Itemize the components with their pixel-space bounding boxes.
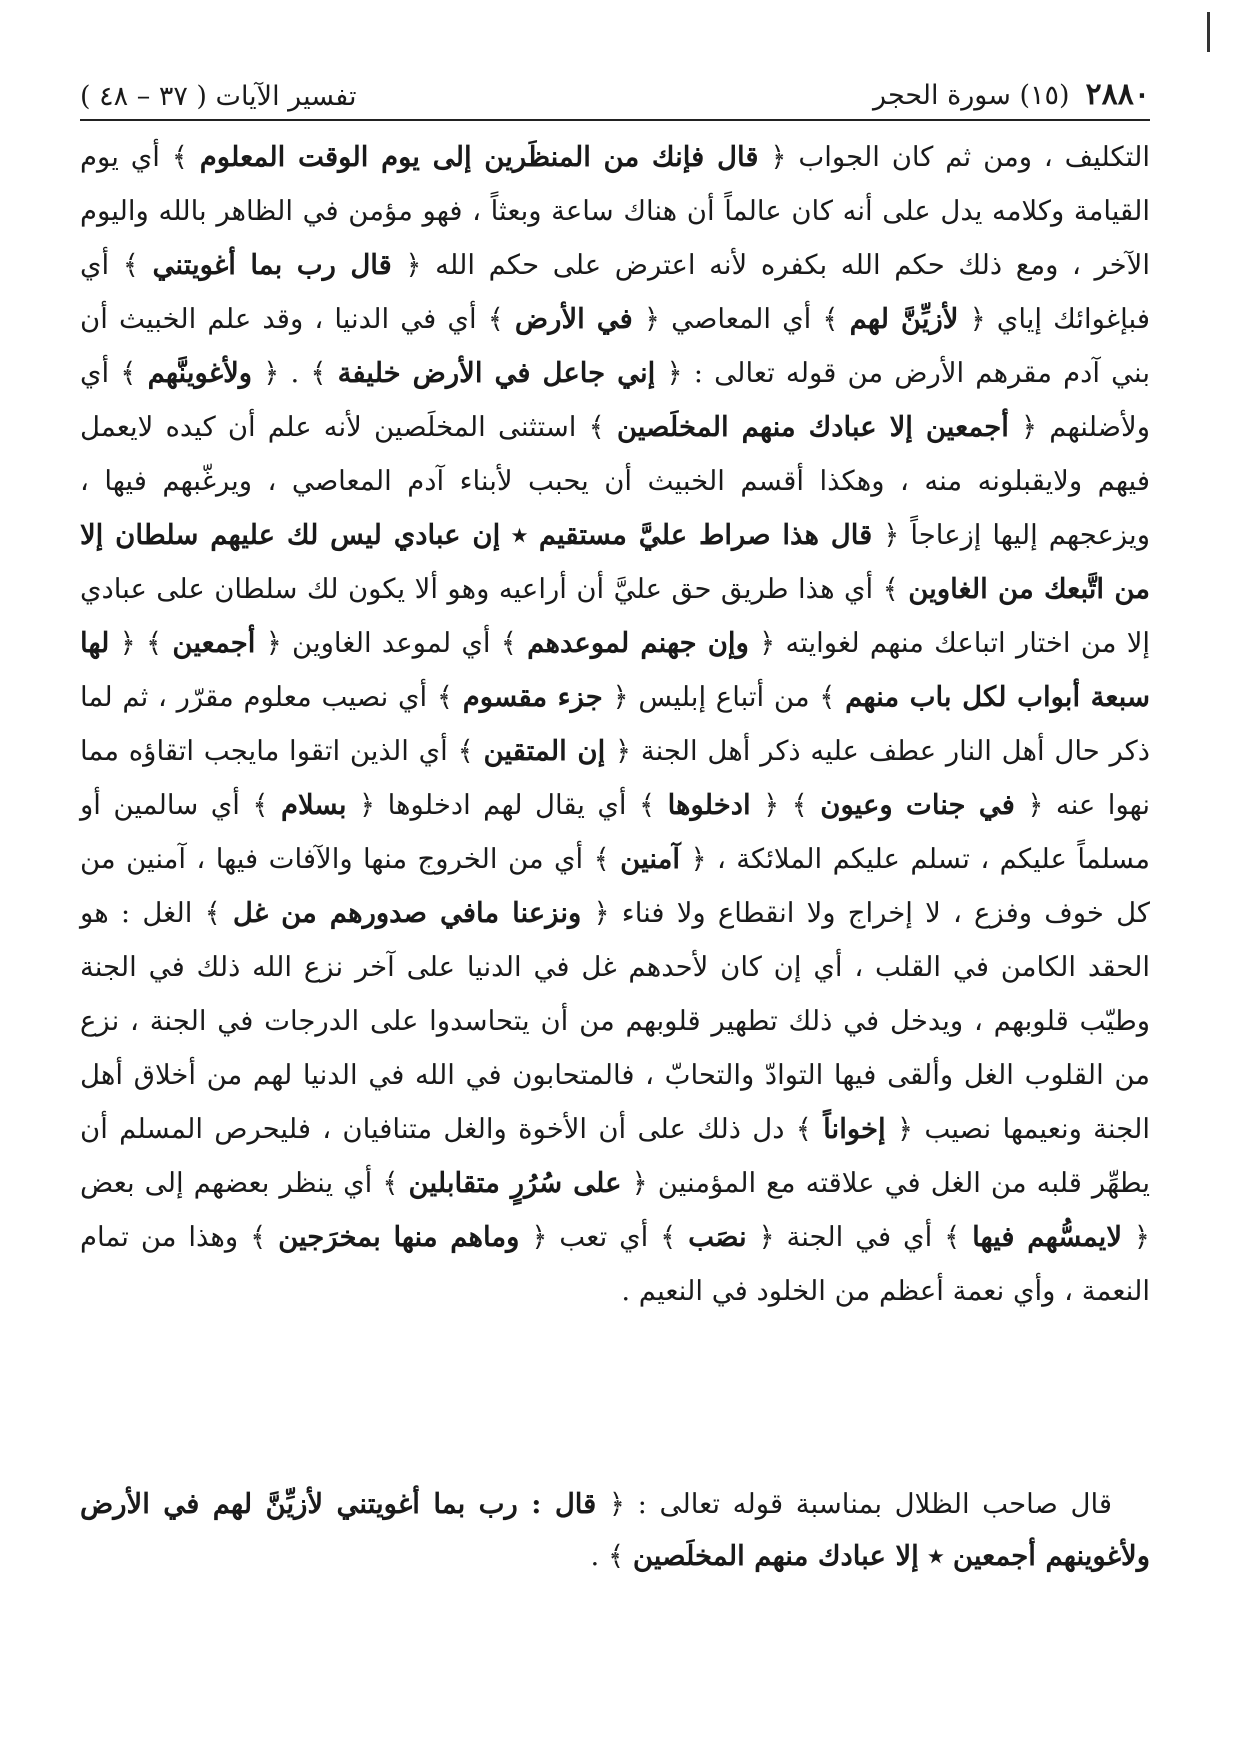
text-run: ﴾ أي يقال لهم ادخلوها ﴿ [346, 789, 668, 821]
text-run: ﴾ من أتباع إبليس ﴿ [602, 681, 846, 713]
text-run: ﴾ أي في الجنة ﴿ [746, 1221, 973, 1253]
text-run: ﴾ أي من الخروج منها والآفات فيها ، آمنين من كل خوف وفزع ، لا إخراج ولا انقطاع ولا فناء ﴿ [80, 843, 1151, 929]
text-run: ﴾ أي ولأضلنهم ﴿ [80, 357, 1150, 443]
verse-text: قال هذا صراط عليَّ مستقيم ٭ إن عبادي ليس لك عليهم سلطان إلا من اتَّبعك من الغاوين [80, 519, 1150, 605]
zilal-quote [80, 1478, 1150, 1582]
text-run: ﴾ أي المعاصي ﴿ [632, 303, 850, 335]
verse-text: في جنات وعيون [820, 789, 1015, 821]
body-paragraph [80, 130, 1150, 1318]
header-right [873, 77, 1150, 112]
verse-text: ولأغوينَّهم [147, 357, 253, 389]
text-run: ﴾ استثنى المخلَصين لأنه علم أن كيده لايعمل فيهم ولايقبلونه منه ، وهكذا أقسم الخبيث أن يحبب لأبناء آدم المعاصي ، ويرغّبهم فيها ، ويزعجهم إليها إزعاجاً ﴿ [80, 411, 1150, 551]
verse-text: لايمسُّهم فيها [972, 1221, 1123, 1253]
verse-text: نصَب [688, 1221, 747, 1253]
verse-text: إن المتقين [483, 735, 606, 767]
verse-text: قال فإنك من المنظَرين إلى يوم الوقت المعلوم [199, 141, 759, 173]
verse-text: على سُرُرٍ متقابلين [408, 1167, 622, 1199]
text-run: ﴾ الغل : هو الحقد الكامن في القلب ، أي إن كان لأحدهم غل في الدنيا على آخر نزع الله ذلك في الجنة وطيّب قلوبهم ، ويدخل في ذلك تطهير قلوبهم من أن يتحاسدوا على الدرجات في الجنة ، نزع من القلوب الغل وألقى فيها التوادّ والتحابّ ، فالمتحابون في الله في الدنيا لهم من أخلاق أهل الجنة ونعيمها نصيب ﴿ [80, 897, 1150, 1145]
verse-text: قال رب بما أغويتني [152, 249, 392, 281]
text-run: ﴾ وهذا من تمام النعمة ، وأي نعمة أعظم من الخلود في النعيم . [80, 1221, 1150, 1307]
verse-text: ونزعنا مافي صدورهم من غل [232, 897, 582, 929]
verse-text: إني جاعل في الأرض خليفة [337, 357, 656, 389]
text-run: ﴾ أي يوم القيامة وكلامه يدل على أنه كان عالماً أن هناك ساعة وبعثاً ، فهو مؤمن في الظاهر بالله واليوم الآخر ، ومع ذلك حكم الله بكفره لأنه اعترض على حكم الله ﴿ [80, 141, 1150, 281]
verse-text: إخواناً [823, 1113, 886, 1145]
text-run: ﴾ . [590, 1540, 633, 1572]
text-run: ﴾ ﴿ [109, 627, 173, 659]
text-run: ﴾ أي الذين اتقوا مايجب اتقاؤه مما نهوا عنه ﴿ [80, 735, 1150, 821]
verse-text: وإن جهنم لموعدهم [527, 627, 749, 659]
text-run: ﴾ دل ذلك على أن الأخوة والغل متنافيان ، فليحرص المسلم أن يطهِّر قلبه من الغل في علاقته مع المؤمنين ﴿ [80, 1113, 1150, 1199]
text-run: ﴾ أي ينظر بعضهم إلى بعض ﴿ [80, 1167, 1151, 1253]
text-run: ﴾ ﴿ [750, 789, 821, 821]
surah-title: (١٥) سورة الحجر [873, 80, 1070, 111]
verse-text: أجمعين إلا عبادك منهم المخلَصين [616, 411, 1009, 443]
verse-text: وماهم منها بمخرَجين [278, 1221, 520, 1253]
verse-text: لأزيِّنَّ لهم [849, 303, 959, 335]
verse-text: آمنين [620, 843, 681, 875]
verse-text: بسلام [280, 789, 347, 821]
header-rule [80, 119, 1150, 121]
quote-paragraph [80, 1478, 1150, 1582]
verse-text: في الأرض [514, 303, 633, 335]
page-number: ٢٨٨٠ [1085, 77, 1150, 112]
tafsir-body [80, 130, 1150, 1318]
text-run: ﴾ أي لموعد الغاوين ﴿ [255, 627, 528, 659]
verse-text: قال : رب بما أغويتني لأزيِّنَّ لهم في الأرض ولأغوينهم أجمعين ٭ إلا عبادك منهم المخلَصين [80, 1488, 1150, 1572]
text-run: ﴾ أي فبإغوائك إياي ﴿ [80, 249, 1151, 335]
running-header [80, 62, 1150, 112]
text-run: ﴾ أي هذا طريق حق عليَّ أن أراعيه وهو ألا يكون لك سلطان على عبادي إلا من اختار اتباعك منهم لغوايته ﴿ [80, 573, 1151, 659]
verse-text: لها سبعة أبواب لكل باب منهم [80, 627, 1150, 713]
verse-text: ادخلوها [667, 789, 751, 821]
text-run: ﴾ أي نصيب معلوم مقرّر ، ثم لما ذكر حال أهل النار عطف عليه ذكر أهل الجنة ﴿ [80, 681, 1150, 767]
verse-text: أجمعين [172, 627, 256, 659]
verse-text: جزء مقسوم [462, 681, 603, 713]
text-run: ﴾ أي تعب ﴿ [519, 1221, 689, 1253]
text-run: ﴾ أي سالمين أو مسلماً عليكم ، تسلم عليكم الملائكة ، ﴿ [80, 789, 1150, 875]
text-run: قال صاحب الظلال بمناسبة قوله تعالى : ﴿ [596, 1488, 1113, 1520]
text-run: التكليف ، ومن ثم كان الجواب ﴿ [758, 141, 1150, 173]
text-run: ﴾ . ﴿ [252, 357, 338, 389]
page-edge-mark [1207, 12, 1210, 52]
section-title: تفسير الآيات ( ٣٧ – ٤٨ ) [80, 81, 357, 112]
text-run: ﴾ أي في الدنيا ، وقد علم الخبيث أن بني آدم مقرهم الأرض من قوله تعالى : ﴿ [80, 303, 1151, 389]
